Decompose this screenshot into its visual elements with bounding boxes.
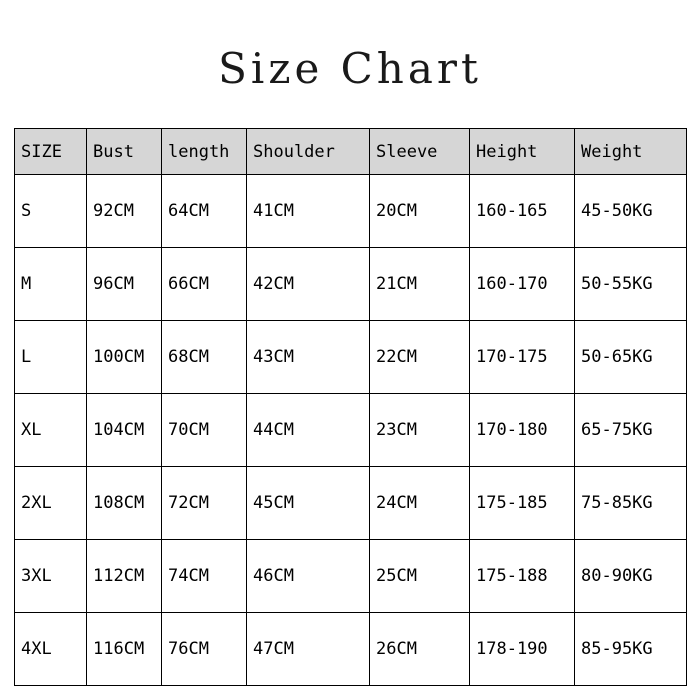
table-row (15, 321, 687, 394)
cell-bust: 112CM (87, 540, 162, 613)
cell-shoulder: 47CM (247, 613, 370, 686)
cell-height: 170-175 (470, 321, 575, 394)
cell-bust: 104CM (87, 394, 162, 467)
cell-length: 70CM (162, 394, 247, 467)
table-row (15, 540, 687, 613)
cell-height: 160-170 (470, 248, 575, 321)
cell-shoulder: 43CM (247, 321, 370, 394)
size-chart-table-wrapper (14, 128, 686, 686)
cell-sleeve: 20CM (370, 175, 470, 248)
cell-bust: 100CM (87, 321, 162, 394)
cell-sleeve: 25CM (370, 540, 470, 613)
cell-sleeve: 26CM (370, 613, 470, 686)
cell-bust: 116CM (87, 613, 162, 686)
column-header-sleeve: Sleeve (370, 129, 470, 175)
table-header-row (15, 129, 687, 175)
cell-height: 178-190 (470, 613, 575, 686)
table-row (15, 248, 687, 321)
page-title: Size Chart (218, 44, 482, 93)
cell-height: 175-188 (470, 540, 575, 613)
cell-length: 68CM (162, 321, 247, 394)
cell-size: S (15, 175, 87, 248)
cell-bust: 108CM (87, 467, 162, 540)
cell-sleeve: 23CM (370, 394, 470, 467)
table-header (15, 129, 687, 175)
cell-weight: 45-50KG (575, 175, 687, 248)
cell-sleeve: 22CM (370, 321, 470, 394)
table-body (15, 175, 687, 686)
cell-weight: 50-65KG (575, 321, 687, 394)
cell-weight: 65-75KG (575, 394, 687, 467)
cell-weight: 85-95KG (575, 613, 687, 686)
table-row (15, 394, 687, 467)
size-chart-table (14, 128, 687, 686)
cell-size: M (15, 248, 87, 321)
cell-height: 160-165 (470, 175, 575, 248)
cell-size: XL (15, 394, 87, 467)
cell-shoulder: 44CM (247, 394, 370, 467)
cell-weight: 50-55KG (575, 248, 687, 321)
cell-size: 4XL (15, 613, 87, 686)
cell-weight: 75-85KG (575, 467, 687, 540)
cell-length: 74CM (162, 540, 247, 613)
cell-size: L (15, 321, 87, 394)
cell-bust: 92CM (87, 175, 162, 248)
table-row (15, 467, 687, 540)
column-header-size: SIZE (15, 129, 87, 175)
cell-shoulder: 42CM (247, 248, 370, 321)
cell-size: 2XL (15, 467, 87, 540)
cell-height: 170-180 (470, 394, 575, 467)
cell-shoulder: 46CM (247, 540, 370, 613)
table-row (15, 175, 687, 248)
cell-height: 175-185 (470, 467, 575, 540)
column-header-height: Height (470, 129, 575, 175)
column-header-length: length (162, 129, 247, 175)
cell-sleeve: 24CM (370, 467, 470, 540)
cell-bust: 96CM (87, 248, 162, 321)
cell-length: 72CM (162, 467, 247, 540)
table-row (15, 613, 687, 686)
cell-shoulder: 45CM (247, 467, 370, 540)
column-header-weight: Weight (575, 129, 687, 175)
cell-length: 64CM (162, 175, 247, 248)
cell-sleeve: 21CM (370, 248, 470, 321)
column-header-bust: Bust (87, 129, 162, 175)
cell-shoulder: 41CM (247, 175, 370, 248)
cell-weight: 80-90KG (575, 540, 687, 613)
cell-length: 66CM (162, 248, 247, 321)
column-header-shoulder: Shoulder (247, 129, 370, 175)
cell-length: 76CM (162, 613, 247, 686)
cell-size: 3XL (15, 540, 87, 613)
